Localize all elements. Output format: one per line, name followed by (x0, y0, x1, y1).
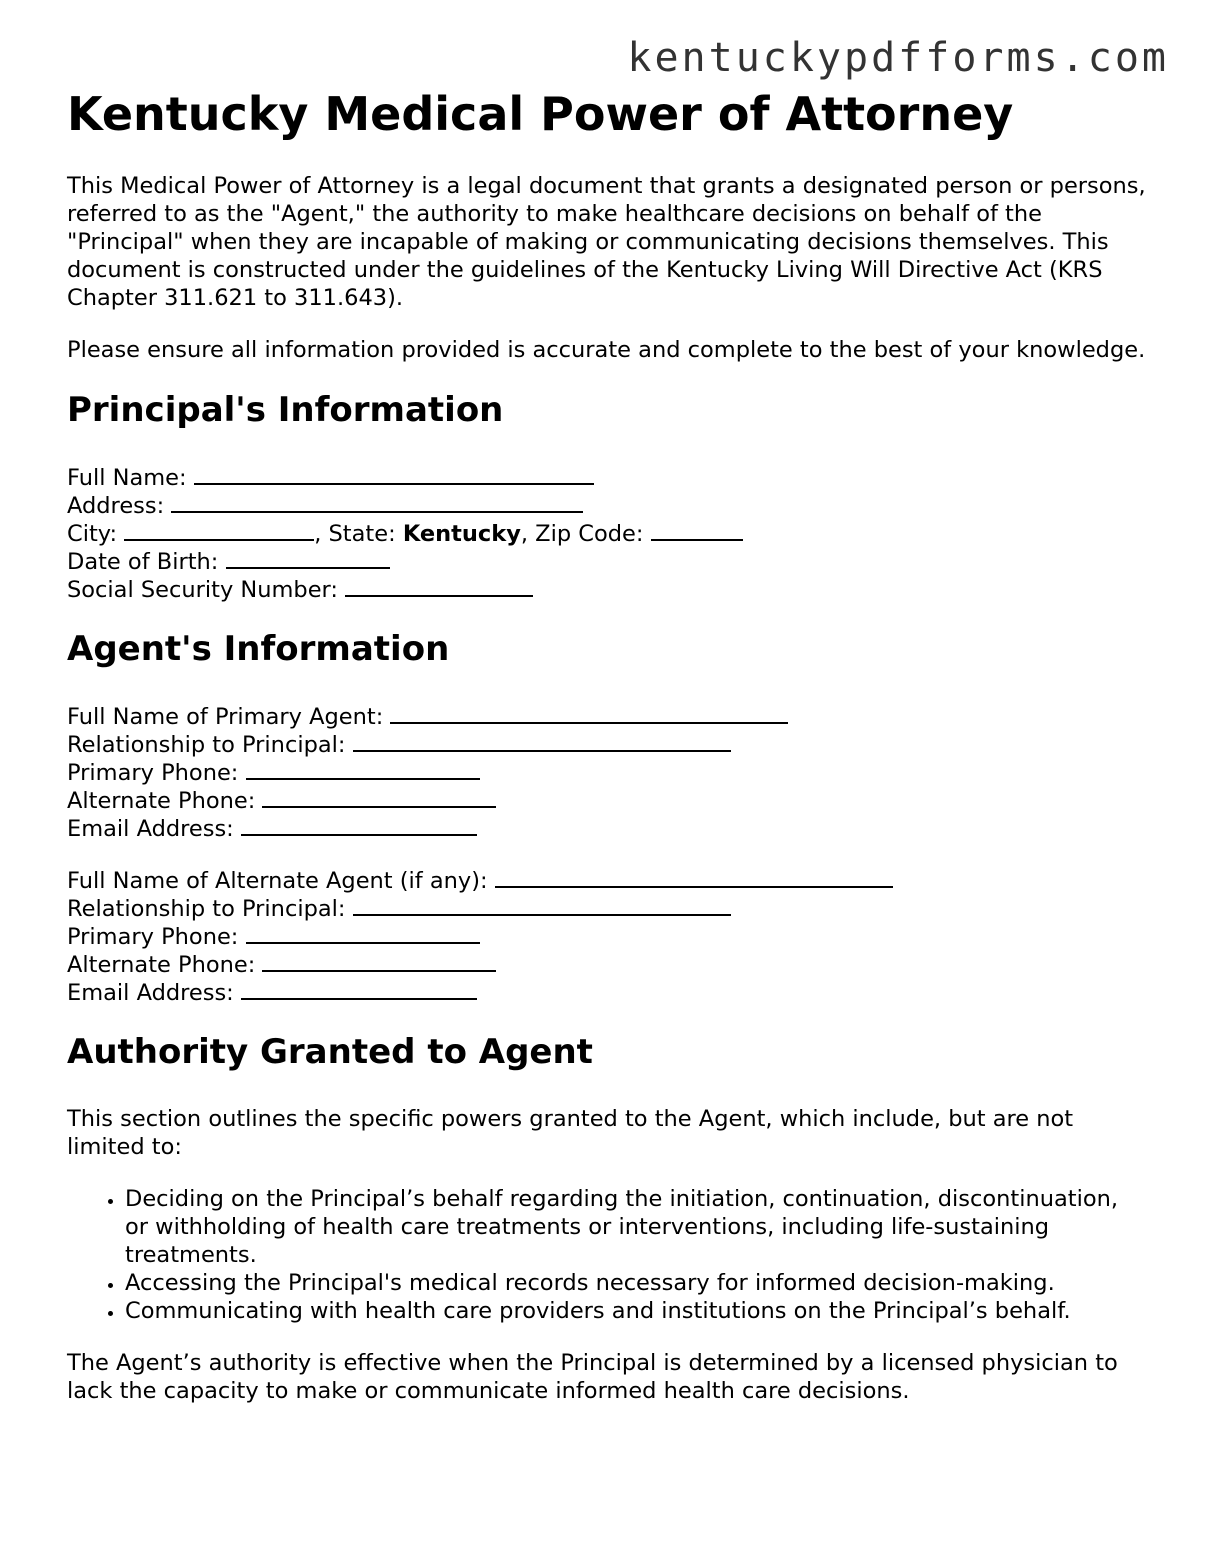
primary-agent-alt-phone-blank[interactable] (262, 786, 496, 808)
principal-address-blank[interactable] (171, 491, 583, 513)
alternate-agent-alt-phone-row (67, 950, 1147, 978)
principal-full-name-row (67, 463, 1147, 491)
alternate-agent-fields (67, 866, 1147, 1006)
alternate-agent-name-row (67, 866, 1147, 894)
primary-agent-email-blank[interactable] (241, 814, 477, 836)
alternate-agent-name-blank[interactable] (495, 866, 893, 888)
intro-paragraph: This Medical Power of Attorney is a legal document that grants a designated person or persons, referred to as the "Agent," the authority to make healthcare decisions on behalf of the "Principal" when they are incapable of making or communicating decisions themselves. This document is constructed under the guidelines of the Kentucky Living Will Directive Act (KRS Chapter 311.621 to 311.643). (67, 173, 1146, 311)
principal-state-label: , State: (314, 521, 396, 547)
authority-item-records: • Accessing the Principal's medical records necessary for informed decision-making. (125, 1269, 1147, 1297)
alternate-agent-alt-phone-label: Alternate Phone: (67, 952, 256, 978)
primary-agent-name-row (67, 702, 1147, 730)
primary-agent-relationship-row (67, 730, 1147, 758)
principal-ssn-row (67, 575, 1147, 603)
primary-agent-alt-phone-label: Alternate Phone: (67, 788, 256, 814)
principal-zip-label: , Zip Code: (520, 521, 644, 547)
principal-city-row (67, 519, 1147, 547)
principal-fields (67, 463, 1147, 603)
principal-full-name-blank[interactable] (194, 463, 594, 485)
primary-agent-fields (67, 702, 1147, 842)
primary-agent-email-label: Email Address: (67, 816, 234, 842)
principal-heading: Principal's Information (67, 390, 504, 430)
principal-address-row (67, 491, 1147, 519)
primary-agent-phone-label: Primary Phone: (67, 760, 239, 786)
primary-agent-phone-blank[interactable] (246, 758, 480, 780)
principal-state-value: Kentucky (402, 521, 521, 547)
principal-full-name-label: Full Name: (67, 465, 187, 491)
primary-agent-phone-row (67, 758, 1147, 786)
principal-dob-blank[interactable] (226, 547, 390, 569)
document-title: Kentucky Medical Power of Attorney (67, 87, 1014, 141)
principal-dob-label: Date of Birth: (67, 549, 219, 575)
primary-agent-name-blank[interactable] (390, 702, 788, 724)
alternate-agent-phone-row (67, 922, 1147, 950)
alternate-agent-phone-label: Primary Phone: (67, 924, 239, 950)
primary-agent-email-row (67, 814, 1147, 842)
authority-intro: This section outlines the specific powers granted to the Agent, which include, but are not limited to: (67, 1106, 1074, 1160)
accuracy-note: Please ensure all information provided is accurate and complete to the best of your knowledge. (67, 337, 1146, 363)
document-page (67, 86, 1147, 1429)
principal-ssn-blank[interactable] (345, 575, 533, 597)
alternate-agent-relationship-label: Relationship to Principal: (67, 896, 346, 922)
principal-city-blank[interactable] (124, 519, 314, 541)
principal-zip-blank[interactable] (651, 519, 743, 541)
primary-agent-name-label: Full Name of Primary Agent: (67, 704, 384, 730)
alternate-agent-phone-blank[interactable] (246, 922, 480, 944)
alternate-agent-email-label: Email Address: (67, 980, 234, 1006)
agent-heading: Agent's Information (67, 629, 450, 669)
primary-agent-relationship-label: Relationship to Principal: (67, 732, 346, 758)
principal-city-label: City: (67, 521, 118, 547)
alternate-agent-email-blank[interactable] (241, 978, 477, 1000)
principal-ssn-label: Social Security Number: (67, 577, 338, 603)
principal-dob-row (67, 547, 1147, 575)
authority-item-communication: • Communicating with health care providers and institutions on the Principal’s behalf. (125, 1297, 1147, 1325)
authority-closing: The Agent’s authority is effective when the Principal is determined by a licensed physician to lack the capacity to make or communicate informed health care decisions. (67, 1350, 1118, 1404)
alternate-agent-alt-phone-blank[interactable] (262, 950, 496, 972)
authority-item-decisions: • Deciding on the Principal’s behalf regarding the initiation, continuation, discontinuation, or withholding of health care treatments or interventions, including life-sustaining treatments. (125, 1185, 1147, 1269)
alternate-agent-name-label: Full Name of Alternate Agent (if any): (67, 868, 488, 894)
alternate-agent-relationship-blank[interactable] (353, 894, 731, 916)
authority-heading: Authority Granted to Agent (67, 1032, 593, 1072)
primary-agent-relationship-blank[interactable] (353, 730, 731, 752)
principal-address-label: Address: (67, 493, 165, 519)
authority-list (67, 1185, 1147, 1325)
alternate-agent-relationship-row (67, 894, 1147, 922)
primary-agent-alt-phone-row (67, 786, 1147, 814)
alternate-agent-email-row (67, 978, 1147, 1006)
site-watermark: kentuckypdfforms.com (627, 35, 1169, 81)
